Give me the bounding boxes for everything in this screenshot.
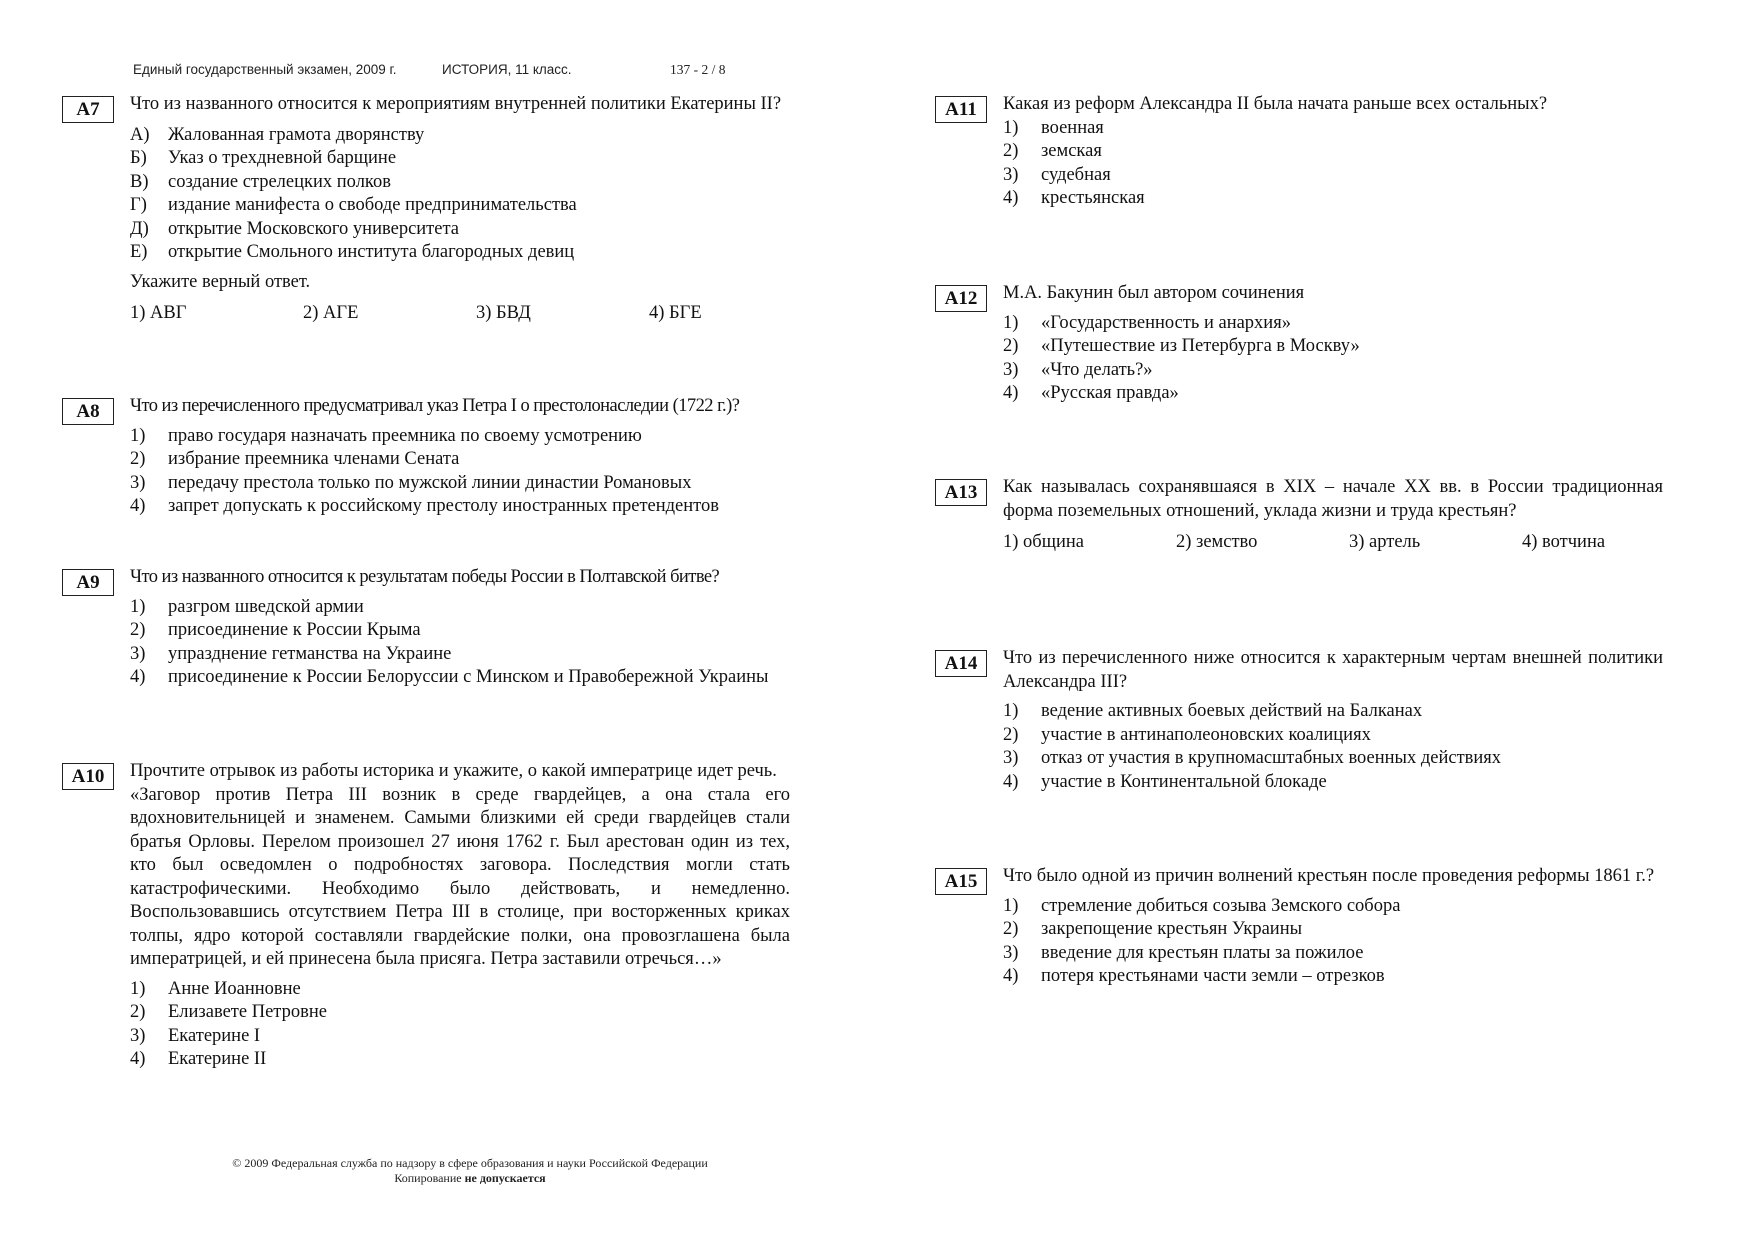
question-text: Что из названного относится к мероприятиям внутренней политики Екатерины II? xyxy=(130,94,782,114)
answer-option: 3) артель xyxy=(1349,532,1421,552)
answer-option: 3) «Что делать?» xyxy=(1003,359,1153,380)
header-subject: ИСТОРИЯ, 11 класс. xyxy=(442,62,572,77)
answer-option: 2) присоединение к России Крыма xyxy=(130,620,421,640)
answer-option: 1) право государя назначать преемника по своему усмотрению xyxy=(130,425,642,446)
question-text: Что из названного относится к результатам победы России в Полтавской битве? xyxy=(130,567,720,587)
question-label: А12 xyxy=(935,285,987,312)
copy-restriction-line: Копирование не допускается xyxy=(394,1171,546,1185)
answer-option: 2) участие в антинаполеоновских коалициях xyxy=(1003,724,1371,745)
question-body xyxy=(1003,476,1663,555)
answer-option: 4) крестьянская xyxy=(1003,188,1145,208)
question-label: А11 xyxy=(935,96,987,123)
header-exam-title: Единый государственный экзамен, 2009 г. xyxy=(133,62,397,77)
answer-option: 3) БВД xyxy=(476,303,531,323)
answer-list xyxy=(1003,895,1663,989)
question-text: Что из перечисленного предусматривал указ Петра I о престолонаследии (1722 г.)? xyxy=(130,396,740,416)
answer-list xyxy=(130,978,790,1072)
answer-option: 2) Елизавете Петровне xyxy=(130,1002,327,1022)
answer-list xyxy=(1003,700,1663,794)
question-body xyxy=(130,760,790,1072)
question-body xyxy=(1003,865,1663,989)
question-body xyxy=(130,395,790,519)
answer-option: 2) «Путешествие из Петербурга в Москву» xyxy=(1003,336,1360,356)
list-item: Б) Указ о трехдневной барщине xyxy=(130,148,397,168)
copyright-line: © 2009 Федеральная служба по надзору в сфере образования и науки Российской Федерации xyxy=(232,1156,708,1170)
answer-option: 3) отказ от участия в крупномасштабных военных действиях xyxy=(1003,748,1502,768)
question-body xyxy=(1003,647,1663,794)
answer-option: 4) БГЕ xyxy=(649,303,702,323)
answer-option: 1) разгром шведской армии xyxy=(130,596,364,617)
answer-option: 1) АВГ xyxy=(130,303,187,323)
answer-list xyxy=(1003,312,1663,406)
question-label: А8 xyxy=(62,398,114,425)
question-label: А14 xyxy=(935,650,987,677)
answer-option: 2) земство xyxy=(1176,532,1258,552)
answer-list xyxy=(1003,117,1663,211)
answer-option: 2) избрание преемника членами Сената xyxy=(130,449,460,469)
answer-option: 4) участие в Континентальной блокаде xyxy=(1003,771,1327,792)
answer-option: 4) потеря крестьянами части земли – отрезков xyxy=(1003,966,1385,986)
page-footer xyxy=(140,1156,800,1186)
question-label: А10 xyxy=(62,763,114,790)
answer-list xyxy=(130,596,790,690)
answer-option: 3) передачу престола только по мужской линии династии Романовых xyxy=(130,472,692,493)
answer-list xyxy=(130,425,790,519)
answer-option: 1) ведение активных боевых действий на Балканах xyxy=(1003,701,1423,721)
answer-option: 4) вотчина xyxy=(1522,532,1606,552)
list-item: Е) открытие Смольного института благородных девиц xyxy=(130,242,575,262)
answer-option: 4) Екатерине II xyxy=(130,1049,267,1069)
question-label: А15 xyxy=(935,868,987,895)
answer-option: 3) упразднение гетманства на Украине xyxy=(130,643,452,664)
list-item: В) создание стрелецких полков xyxy=(130,171,391,192)
question-text: Как называлась сохранявшаяся в XIX – начале XX вв. в России традиционная форма поземельных отношений, уклада жизни и труда крестьян? xyxy=(1003,477,1663,521)
question-text: Что было одной из причин волнений крестьян после проведения реформы 1861 г.? xyxy=(1003,866,1655,886)
answer-option: 2) земская xyxy=(1003,141,1102,161)
lettered-list xyxy=(130,124,790,265)
answer-options xyxy=(1003,531,1663,555)
question-text: М.А. Бакунин был автором сочинения xyxy=(1003,283,1305,303)
question-label: А7 xyxy=(62,96,114,123)
page-header xyxy=(133,58,773,80)
question-body xyxy=(130,566,790,690)
header-page-number: 137 - 2 / 8 xyxy=(670,62,726,77)
answer-option: 1) военная xyxy=(1003,117,1104,138)
answer-option: 1) «Государственность и анархия» xyxy=(1003,312,1291,333)
question-text: Какая из реформ Александра II была начата раньше всех остальных? xyxy=(1003,94,1548,114)
list-item: Г) издание манифеста о свободе предпринимательства xyxy=(130,195,577,215)
instruction-text: Укажите верный ответ. xyxy=(130,271,311,292)
answer-option: 3) Екатерине I xyxy=(130,1025,261,1046)
answer-option: 1) община xyxy=(1003,532,1084,552)
question-body xyxy=(1003,282,1663,406)
question-text: Что из перечисленного ниже относится к характерным чертам внешней политики Александра III? xyxy=(1003,648,1663,692)
question-text: Прочтите отрывок из работы историка и укажите, о какой императрице идет речь. xyxy=(130,761,777,781)
answer-option: 4) «Русская правда» xyxy=(1003,383,1179,403)
question-body xyxy=(1003,93,1663,211)
answer-option: 2) АГЕ xyxy=(303,303,359,323)
list-item: А) Жалованная грамота дворянству xyxy=(130,124,425,145)
answer-option: 2) закрепощение крестьян Украины xyxy=(1003,919,1303,939)
question-body xyxy=(130,93,790,326)
answer-option: 3) судебная xyxy=(1003,164,1111,185)
answer-option: 1) стремление добиться созыва Земского собора xyxy=(1003,895,1401,916)
question-label: А9 xyxy=(62,569,114,596)
answer-option: 1) Анне Иоанновне xyxy=(130,978,301,999)
answer-option: 4) запрет допускать к российскому престолу иностранных претендентов xyxy=(130,496,719,516)
answer-options xyxy=(130,302,790,326)
answer-option: 3) введение для крестьян платы за пожилое xyxy=(1003,942,1364,963)
historian-quote: «Заговор против Петра III возник в среде гвардейцев, а она стала его вдохновительницей и знаменем. Самыми близкими ей среди гвардейцев стали братья Орловы. Перелом произошел 27 июня 1762 г. Был арестован один из тех, кто был осведомлен о подробностях заговора. Последствия могли стать катастрофическими. Необходимо было действовать, и немедленно. Воспользовавшись отсутствием Петра III в столице, при восторженных криках толпы, ядро которой составляли гвардейские полки, она провозглашена была императрицей, и ей принесена была присяга. Петра заставили отречься…» xyxy=(130,784,790,969)
answer-option: 4) присоединение к России Белоруссии с Минском и Правобережной Украины xyxy=(130,667,769,687)
question-label: А13 xyxy=(935,479,987,506)
list-item: Д) открытие Московского университета xyxy=(130,218,459,239)
